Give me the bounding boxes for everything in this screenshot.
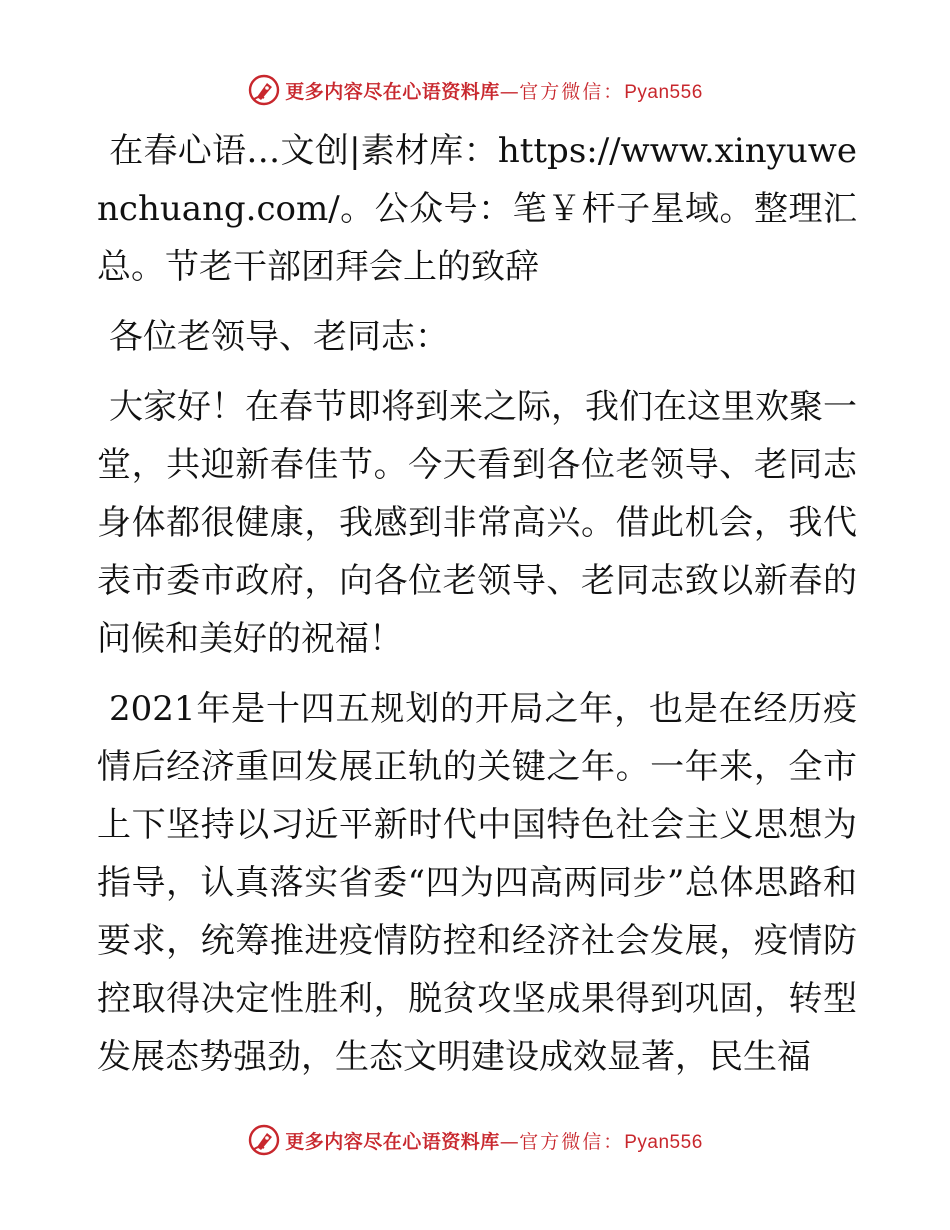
paragraph-intro: [97, 122, 857, 296]
header-banner: [0, 70, 950, 110]
banner-wechat-id: Pyan556: [624, 81, 703, 103]
banner-main-text: 更多内容尽在心语资料库: [285, 80, 500, 103]
pen-nib-logo-icon: [247, 1123, 281, 1157]
document-body: [97, 122, 857, 1098]
paragraph-greeting: [97, 378, 857, 668]
banner-dash: —: [499, 1130, 520, 1153]
paragraph-text: 大家好！在春节即将到来之际，我们在这里欢聚一堂，共迎新春佳节。今天看到各位老领导、老同志身体都很健康，我感到非常高兴。借此机会，我代表市委市政府，向各位老领导、老同志致以新春的问候和美好的祝福！: [97, 387, 857, 659]
banner-text: [285, 1127, 703, 1154]
banner-dash: —: [499, 80, 520, 103]
footer-banner: [0, 1120, 950, 1160]
banner-main-text: 更多内容尽在心语资料库: [285, 1130, 500, 1153]
paragraph-review: [97, 680, 857, 1086]
pen-nib-logo-icon: [247, 73, 281, 107]
banner-wechat-label: 官方微信：: [519, 80, 625, 103]
paragraph-text: 各位老领导、老同志：: [109, 317, 449, 357]
paragraph-salutation: [97, 308, 857, 366]
banner-wechat-label: 官方微信：: [519, 1130, 625, 1153]
banner-text: [285, 77, 703, 104]
paragraph-text: 2021年是十四五规划的开局之年，也是在经历疫情后经济重回发展正轨的关键之年。一年来，全市上下坚持以习近平新时代中国特色社会主义思想为指导，认真落实省委“四为四高两同步”总体思路和要求，统筹推进疫情防控和经济社会发展，疫情防控取得决定性胜利，脱贫攻坚成果得到巩固，转型发展态势强劲，生态文明建设成效显著，民生福: [97, 689, 857, 1077]
banner-wechat-id: Pyan556: [624, 1131, 703, 1153]
paragraph-text: 在春心语…文创|素材库：https://www.xinyuwenchuang.com/。公众号：笔￥杆子星域。整理汇总。节老干部团拜会上的致辞: [97, 131, 857, 287]
